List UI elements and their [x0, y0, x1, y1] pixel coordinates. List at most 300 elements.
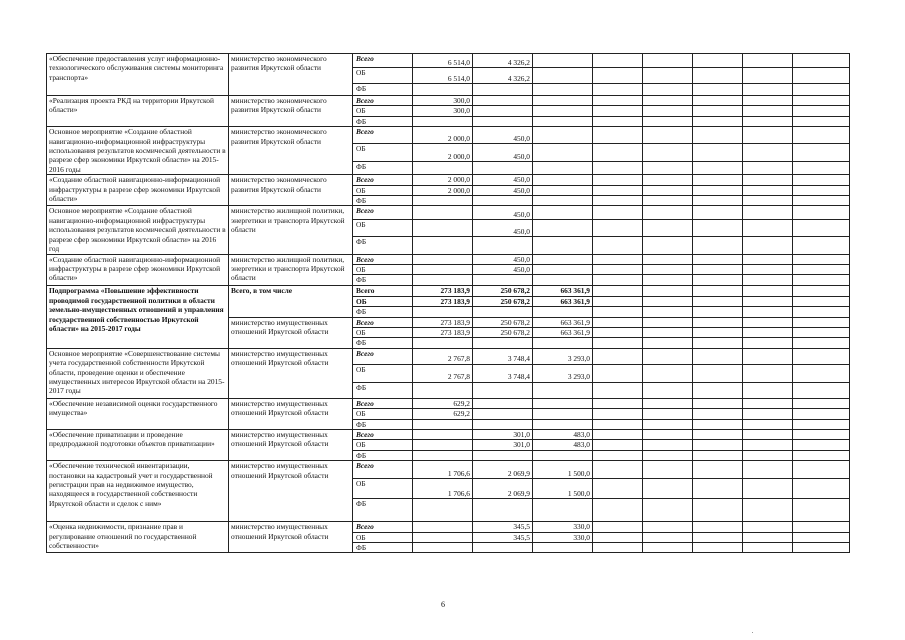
empty-cell	[693, 296, 743, 306]
empty-cell	[743, 254, 793, 264]
empty-cell	[593, 479, 643, 499]
finance-type: ОБ	[353, 296, 413, 306]
value-2015: 300,0	[413, 106, 473, 116]
empty-cell	[693, 382, 743, 398]
empty-cell	[743, 127, 793, 144]
value-2016: 4 326,2	[473, 54, 533, 68]
value-2015	[413, 532, 473, 542]
value-2017: 3 293,0	[533, 364, 593, 382]
value-2015	[413, 307, 473, 317]
empty-cell	[643, 220, 693, 237]
finance-type: Всего	[353, 206, 413, 220]
empty-cell	[743, 144, 793, 162]
empty-cell	[743, 264, 793, 274]
value-2017	[533, 106, 593, 116]
finance-type: ФБ	[353, 338, 413, 348]
value-2017	[533, 68, 593, 84]
value-2015: 2 767,8	[413, 364, 473, 382]
finance-type: Всего	[353, 461, 413, 479]
empty-cell	[743, 54, 793, 68]
empty-cell	[793, 327, 850, 337]
value-2017	[533, 409, 593, 419]
empty-cell	[743, 106, 793, 116]
empty-cell	[793, 296, 850, 306]
value-2016	[473, 382, 533, 398]
empty-cell	[793, 348, 850, 364]
empty-cell	[693, 461, 743, 479]
empty-cell	[643, 196, 693, 206]
empty-cell	[693, 522, 743, 532]
empty-cell	[693, 196, 743, 206]
value-2017	[533, 96, 593, 106]
empty-cell	[693, 327, 743, 337]
value-2015: 273 183,9	[413, 296, 473, 306]
empty-cell	[693, 206, 743, 220]
empty-cell	[593, 54, 643, 68]
empty-cell	[693, 479, 743, 499]
empty-cell	[793, 127, 850, 144]
empty-cell	[793, 196, 850, 206]
value-2016: 450,0	[473, 175, 533, 185]
empty-cell	[643, 185, 693, 195]
measure-name: «Создание областной навигационно-информационной инфраструктуры в разрезе сфер экономики Иркутской области»	[47, 254, 229, 286]
empty-cell	[743, 409, 793, 419]
value-2016: 345,5	[473, 522, 533, 532]
value-2015: 300,0	[413, 96, 473, 106]
value-2015	[413, 220, 473, 237]
empty-cell	[693, 398, 743, 408]
value-2017	[533, 185, 593, 195]
empty-cell	[693, 499, 743, 522]
empty-cell	[793, 317, 850, 327]
value-2016	[473, 307, 533, 317]
empty-cell	[593, 116, 643, 126]
value-2017	[533, 237, 593, 254]
empty-cell	[743, 84, 793, 96]
empty-cell	[743, 68, 793, 84]
executor-total: Всего, в том числе	[229, 286, 353, 317]
empty-cell	[743, 479, 793, 499]
empty-cell	[693, 317, 743, 327]
empty-cell	[643, 543, 693, 553]
empty-cell	[643, 275, 693, 286]
finance-type: ФБ	[353, 382, 413, 398]
finance-type: ФБ	[353, 162, 413, 175]
empty-cell	[593, 286, 643, 296]
finance-type: ОБ	[353, 409, 413, 419]
value-2015: 273 183,9	[413, 317, 473, 327]
value-2015	[413, 162, 473, 175]
empty-cell	[793, 206, 850, 220]
empty-cell	[593, 237, 643, 254]
empty-cell	[643, 162, 693, 175]
empty-cell	[693, 364, 743, 382]
empty-cell	[793, 499, 850, 522]
value-2015	[413, 419, 473, 429]
empty-cell	[643, 254, 693, 264]
empty-cell	[793, 522, 850, 532]
finance-type: ОБ	[353, 220, 413, 237]
value-2015	[413, 206, 473, 220]
value-2015: 2 000,0	[413, 127, 473, 144]
value-2016	[473, 409, 533, 419]
empty-cell	[643, 532, 693, 542]
value-2016: 250 678,2	[473, 317, 533, 327]
value-2017	[533, 450, 593, 460]
empty-cell	[743, 96, 793, 106]
empty-cell	[593, 254, 643, 264]
value-2015	[413, 116, 473, 126]
finance-type: ОБ	[353, 440, 413, 450]
finance-type: Всего	[353, 348, 413, 364]
value-2016: 450,0	[473, 206, 533, 220]
empty-cell	[793, 429, 850, 439]
empty-cell	[643, 175, 693, 185]
empty-cell	[693, 106, 743, 116]
empty-cell	[793, 532, 850, 542]
value-2017	[533, 84, 593, 96]
empty-cell	[693, 220, 743, 237]
empty-cell	[743, 440, 793, 450]
empty-cell	[793, 54, 850, 68]
empty-cell	[643, 522, 693, 532]
finance-type: Всего	[353, 317, 413, 327]
value-2015	[413, 84, 473, 96]
finance-type: Всего	[353, 429, 413, 439]
empty-cell	[793, 419, 850, 429]
value-2017	[533, 144, 593, 162]
value-2016	[473, 106, 533, 116]
empty-cell	[793, 254, 850, 264]
value-2017	[533, 307, 593, 317]
value-2015: 2 767,8	[413, 348, 473, 364]
finance-type: ОБ	[353, 479, 413, 499]
finance-type: Всего	[353, 522, 413, 532]
finance-type: ОБ	[353, 68, 413, 84]
empty-cell	[693, 264, 743, 274]
value-2016: 4 326,2	[473, 68, 533, 84]
empty-cell	[593, 275, 643, 286]
value-2016	[473, 499, 533, 522]
empty-cell	[743, 522, 793, 532]
value-2017	[533, 196, 593, 206]
empty-cell	[643, 296, 693, 306]
value-2015: 2 000,0	[413, 175, 473, 185]
empty-cell	[593, 317, 643, 327]
finance-type: ОБ	[353, 327, 413, 337]
empty-cell	[693, 543, 743, 553]
value-2017	[533, 116, 593, 126]
empty-cell	[643, 398, 693, 408]
empty-cell	[643, 461, 693, 479]
finance-type: ФБ	[353, 450, 413, 460]
empty-cell	[743, 220, 793, 237]
value-2017	[533, 175, 593, 185]
value-2016	[473, 543, 533, 553]
empty-cell	[743, 196, 793, 206]
value-2017: 3 293,0	[533, 348, 593, 364]
empty-cell	[643, 144, 693, 162]
executor: министерство имущественных отношений Иркутской области	[229, 348, 353, 398]
empty-cell	[743, 364, 793, 382]
finance-type: Всего	[353, 96, 413, 106]
value-2015: 273 183,9	[413, 286, 473, 296]
value-2017: 663 361,9	[533, 317, 593, 327]
finance-type: Всего	[353, 127, 413, 144]
empty-cell	[593, 348, 643, 364]
value-2016	[473, 84, 533, 96]
empty-cell	[593, 532, 643, 542]
empty-cell	[793, 364, 850, 382]
executor: министерство имущественных отношений Иркутской области	[229, 522, 353, 553]
finance-type: Всего	[353, 398, 413, 408]
empty-cell	[643, 96, 693, 106]
measure-name: «Оценка недвижимости, признание прав и регулирование отношений по государственной собственности»	[47, 522, 229, 553]
empty-cell	[743, 237, 793, 254]
empty-cell	[743, 461, 793, 479]
empty-cell	[793, 96, 850, 106]
empty-cell	[793, 398, 850, 408]
empty-cell	[793, 275, 850, 286]
empty-cell	[693, 162, 743, 175]
value-2017: 483,0	[533, 429, 593, 439]
finance-type: ФБ	[353, 237, 413, 254]
empty-cell	[693, 348, 743, 364]
empty-cell	[693, 54, 743, 68]
empty-cell	[693, 237, 743, 254]
empty-cell	[643, 286, 693, 296]
measure-name: «Обеспечение независимой оценки государственного имущества»	[47, 398, 229, 429]
empty-cell	[793, 68, 850, 84]
value-2016: 450,0	[473, 144, 533, 162]
empty-cell	[793, 144, 850, 162]
empty-cell	[693, 419, 743, 429]
empty-cell	[793, 382, 850, 398]
empty-cell	[643, 440, 693, 450]
value-2016: 3 748,4	[473, 348, 533, 364]
value-2016	[473, 237, 533, 254]
empty-cell	[643, 450, 693, 460]
empty-cell	[593, 307, 643, 317]
empty-cell	[743, 116, 793, 126]
finance-type: ФБ	[353, 196, 413, 206]
finance-type: ФБ	[353, 419, 413, 429]
empty-cell	[643, 327, 693, 337]
empty-cell	[793, 220, 850, 237]
value-2015: 629,2	[413, 409, 473, 419]
value-2015	[413, 499, 473, 522]
value-2017	[533, 398, 593, 408]
empty-cell	[693, 338, 743, 348]
value-2016	[473, 398, 533, 408]
value-2016: 450,0	[473, 220, 533, 237]
executor: министерство имущественных отношений Иркутской области	[229, 398, 353, 429]
empty-cell	[643, 264, 693, 274]
empty-cell	[593, 220, 643, 237]
finance-type: Всего	[353, 254, 413, 264]
value-2015: 1 706,6	[413, 461, 473, 479]
empty-cell	[693, 409, 743, 419]
empty-cell	[643, 206, 693, 220]
empty-cell	[743, 419, 793, 429]
empty-cell	[693, 254, 743, 264]
finance-type: ФБ	[353, 307, 413, 317]
empty-cell	[743, 327, 793, 337]
finance-type: Всего	[353, 54, 413, 68]
empty-cell	[743, 543, 793, 553]
empty-cell	[743, 532, 793, 542]
empty-cell	[793, 175, 850, 185]
empty-cell	[743, 286, 793, 296]
value-2017	[533, 264, 593, 274]
empty-cell	[743, 450, 793, 460]
empty-cell	[643, 338, 693, 348]
empty-cell	[793, 116, 850, 126]
empty-cell	[593, 382, 643, 398]
value-2015: 6 514,0	[413, 54, 473, 68]
finance-type: Всего	[353, 286, 413, 296]
empty-cell	[643, 419, 693, 429]
value-2015: 2 000,0	[413, 185, 473, 195]
value-2016: 2 069,9	[473, 479, 533, 499]
value-2017	[533, 206, 593, 220]
value-2016: 450,0	[473, 264, 533, 274]
empty-cell	[743, 499, 793, 522]
empty-cell	[593, 409, 643, 419]
value-2017	[533, 499, 593, 522]
value-2017	[533, 220, 593, 237]
empty-cell	[743, 429, 793, 439]
empty-cell	[793, 338, 850, 348]
empty-cell	[593, 206, 643, 220]
value-2017: 483,0	[533, 440, 593, 450]
value-2016	[473, 419, 533, 429]
value-2016: 450,0	[473, 127, 533, 144]
finance-type: ОБ	[353, 364, 413, 382]
value-2015	[413, 275, 473, 286]
empty-cell	[593, 543, 643, 553]
empty-cell	[643, 317, 693, 327]
value-2017	[533, 127, 593, 144]
value-2017	[533, 419, 593, 429]
measure-name: Основное мероприятие «Совершенствование системы учета государственной собственности Иркутской области, проведение оценки и обеспечение имущественных интересов Иркутской области на 2015-2017 годы	[47, 348, 229, 398]
finance-type: ФБ	[353, 543, 413, 553]
finance-type: Всего	[353, 175, 413, 185]
empty-cell	[593, 106, 643, 116]
value-2017	[533, 338, 593, 348]
empty-cell	[743, 317, 793, 327]
value-2016: 250 678,2	[473, 296, 533, 306]
empty-cell	[593, 338, 643, 348]
empty-cell	[593, 398, 643, 408]
measure-name: «Обеспечение приватизации и проведение предпродажной подготовки объектов приватизации»	[47, 429, 229, 460]
value-2016	[473, 96, 533, 106]
value-2015	[413, 237, 473, 254]
measure-name: «Обеспечение предоставления услуг информационно-технологического обслуживания системы мониторинга транспорта»	[47, 54, 229, 96]
empty-cell	[743, 275, 793, 286]
empty-cell	[693, 68, 743, 84]
empty-cell	[643, 127, 693, 144]
value-2017	[533, 54, 593, 68]
value-2017	[533, 543, 593, 553]
empty-cell	[743, 162, 793, 175]
empty-cell	[743, 382, 793, 398]
empty-cell	[743, 338, 793, 348]
empty-cell	[593, 364, 643, 382]
empty-cell	[593, 127, 643, 144]
value-2016	[473, 116, 533, 126]
empty-cell	[643, 116, 693, 126]
value-2017	[533, 162, 593, 175]
measure-name: «Обеспечение технической инвентаризации, постановки на кадастровый учет и государственной регистрации прав на недвижимое имущество, находящееся в государственной собственности Иркутской области и сделок с ним»	[47, 461, 229, 522]
value-2015: 2 000,0	[413, 144, 473, 162]
empty-cell	[693, 84, 743, 96]
empty-cell	[743, 185, 793, 195]
executor: министерство жилищной политики, энергетики и транспорта Иркутской области	[229, 254, 353, 286]
empty-cell	[743, 175, 793, 185]
finance-type: ФБ	[353, 84, 413, 96]
empty-cell	[693, 440, 743, 450]
empty-cell	[593, 196, 643, 206]
value-2016: 2 069,9	[473, 461, 533, 479]
value-2016: 301,0	[473, 429, 533, 439]
value-2016	[473, 450, 533, 460]
value-2017	[533, 254, 593, 264]
subprogram-name: Подпрограмма «Повышение эффективности проводимой государственной политики в области земельно-имущественных отношений и управления государственной собственностью Иркутской области» на 2015-2017 годы	[47, 286, 229, 348]
empty-cell	[793, 461, 850, 479]
empty-cell	[643, 382, 693, 398]
executor: министерство имущественных отношений Иркутской области	[229, 317, 353, 348]
empty-cell	[643, 106, 693, 116]
empty-cell	[643, 499, 693, 522]
value-2017: 330,0	[533, 532, 593, 542]
empty-cell	[593, 162, 643, 175]
value-2016: 345,5	[473, 532, 533, 542]
empty-cell	[593, 522, 643, 532]
empty-cell	[793, 162, 850, 175]
empty-cell	[743, 296, 793, 306]
empty-cell	[693, 275, 743, 286]
measure-name: «Создание областной навигационно-информационной инфраструктуры в разрезе сфер экономики Иркутской области»	[47, 175, 229, 206]
executor: министерство экономического развития Иркутской области	[229, 96, 353, 127]
value-2016	[473, 338, 533, 348]
scan-speck	[752, 632, 753, 633]
empty-cell	[643, 409, 693, 419]
empty-cell	[743, 398, 793, 408]
empty-cell	[643, 84, 693, 96]
empty-cell	[793, 479, 850, 499]
empty-cell	[793, 264, 850, 274]
measure-name: Основное мероприятие «Создание областной навигационно-информационной инфраструктуры использования результатов космической деятельности в разрезе сфер экономики Иркутской области» на 2015-2016 годы	[47, 127, 229, 175]
empty-cell	[693, 175, 743, 185]
empty-cell	[593, 84, 643, 96]
value-2017: 663 361,9	[533, 327, 593, 337]
empty-cell	[643, 348, 693, 364]
value-2015	[413, 543, 473, 553]
executor: министерство жилищной политики, энергетики и транспорта Иркутской области	[229, 206, 353, 254]
empty-cell	[793, 286, 850, 296]
empty-cell	[643, 54, 693, 68]
value-2015: 1 706,6	[413, 479, 473, 499]
value-2016: 301,0	[473, 440, 533, 450]
finance-type: ОБ	[353, 106, 413, 116]
empty-cell	[793, 440, 850, 450]
value-2015	[413, 522, 473, 532]
value-2015	[413, 429, 473, 439]
finance-type: ФБ	[353, 499, 413, 522]
empty-cell	[743, 307, 793, 317]
empty-cell	[593, 440, 643, 450]
